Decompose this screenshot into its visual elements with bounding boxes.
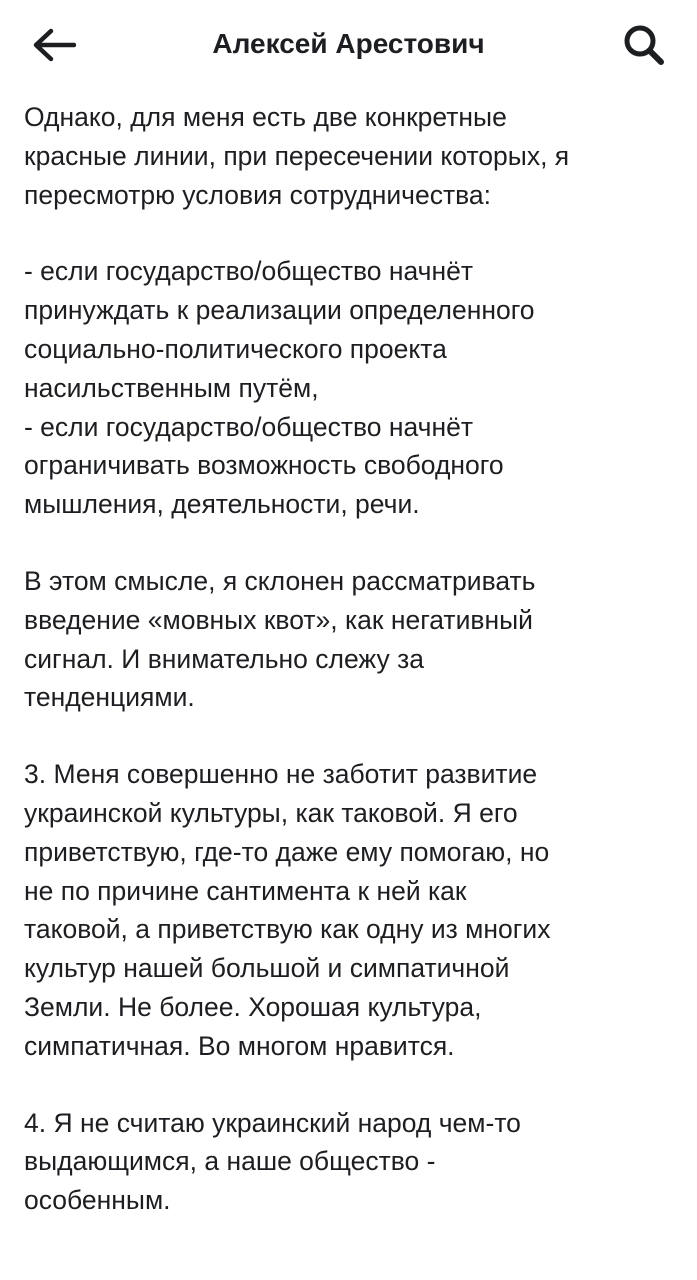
text-line: принуждать к реализации определенного: [24, 295, 535, 326]
app-header: [0, 0, 697, 88]
text-line: особенным.: [24, 1185, 171, 1216]
text-line: - если государство/общество начнёт: [24, 411, 473, 442]
text-line: сигнал. И внимательно слежу за: [24, 643, 424, 674]
text-line: таковой, а приветствую как одну из многих: [24, 914, 551, 945]
text-line: - если государство/общество начнёт: [24, 256, 473, 287]
text-line: тенденциями.: [24, 682, 195, 713]
text-line: красные линии, при пересечении которых, я: [24, 140, 570, 171]
text-line: культур нашей большой и симпатичной: [24, 953, 510, 984]
post-paragraph: [24, 98, 692, 214]
search-button[interactable]: [616, 20, 672, 70]
page-title: Алексей Арестович: [212, 28, 485, 59]
post-paragraph: [24, 562, 692, 717]
text-line: социально-политического проекта: [24, 333, 447, 364]
text-line: введение «мовных квот», как негативный: [24, 604, 533, 635]
text-line: приветствую, где-то даже ему помогаю, но: [24, 836, 550, 867]
text-line: пересмотрю условия сотрудничества:: [24, 179, 491, 210]
text-line: мышления, деятельности, речи.: [24, 489, 420, 520]
post-paragraph: [24, 1104, 692, 1220]
text-line: 4. Я не считаю украинский народ чем-то: [24, 1107, 521, 1138]
post-paragraph: [24, 755, 692, 1065]
text-line: симпатичная. Во многом нравится.: [24, 1030, 455, 1061]
text-line: выдающимся, а наше общество -: [24, 1146, 436, 1177]
text-line: Однако, для меня есть две конкретные: [24, 102, 507, 132]
arrow-left-icon: [32, 28, 76, 62]
back-button[interactable]: [28, 22, 80, 68]
text-line: насильственным путём,: [24, 372, 319, 403]
search-icon: [622, 23, 666, 67]
text-line: 3. Меня совершенно не заботит развитие: [24, 759, 538, 790]
text-line: ограничивать возможность свободного: [24, 450, 504, 481]
post-paragraph: [24, 252, 692, 524]
text-line: В этом смысле, я склонен рассматривать: [24, 565, 536, 596]
text-line: Земли. Не более. Хорошая культура,: [24, 991, 482, 1022]
text-line: не по причине сантимента к ней как: [24, 875, 467, 906]
text-line: украинской культуры, как таковой. Я его: [24, 797, 518, 828]
post-body: [24, 98, 692, 1258]
